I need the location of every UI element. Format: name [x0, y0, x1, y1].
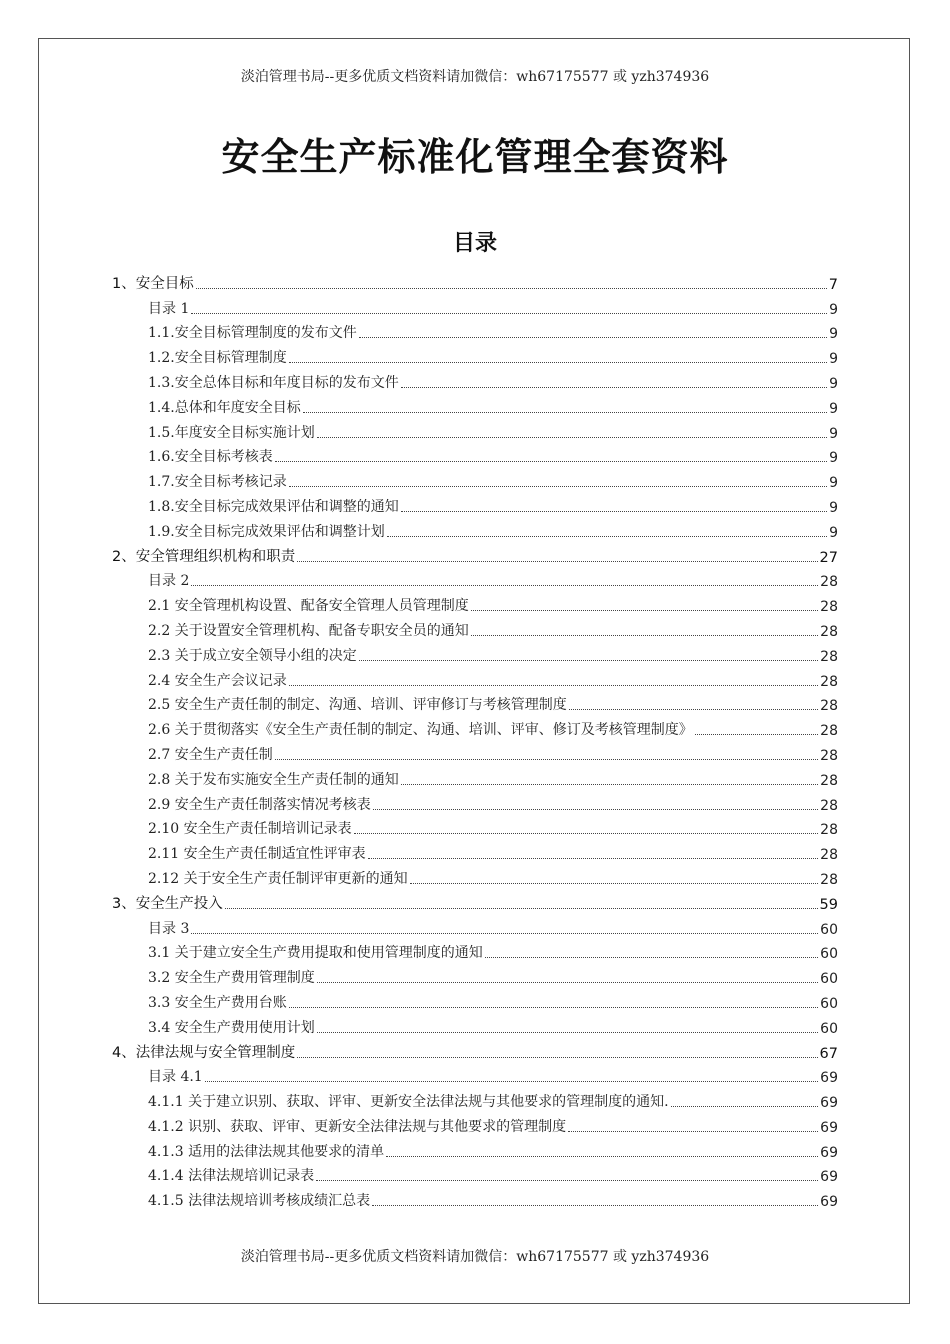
- toc-dot-leader: [191, 312, 827, 314]
- toc-page-number: 60: [820, 1020, 838, 1037]
- toc-dot-leader: [317, 1031, 818, 1033]
- toc-entry-text: 3.1 关于建立安全生产费用提取和使用管理制度的通知: [148, 945, 483, 962]
- toc-page-number: 27: [819, 549, 838, 566]
- toc-page-number: 28: [820, 623, 838, 640]
- toc-subentry[interactable]: [112, 491, 838, 516]
- toc-dot-leader: [275, 758, 818, 760]
- toc-subentry[interactable]: [112, 367, 838, 392]
- toc-page-number: 69: [820, 1095, 838, 1112]
- toc-entry-text: 1.6.安全目标考核表: [148, 449, 273, 466]
- toc-page-number: 28: [820, 673, 838, 690]
- toc-dot-leader: [317, 436, 827, 438]
- toc-page-number: 28: [820, 574, 838, 591]
- toc-subentry[interactable]: [112, 318, 838, 343]
- toc-entry-text: 1.5.年度安全目标实施计划: [148, 424, 315, 441]
- toc-subentry[interactable]: [112, 1185, 838, 1210]
- toc-page-number: 69: [820, 1144, 838, 1161]
- toc-dot-leader: [317, 981, 818, 983]
- toc-dot-leader: [191, 584, 818, 586]
- toc-page-number: 9: [829, 375, 838, 392]
- toc-subentry[interactable]: [112, 293, 838, 318]
- toc-subentry[interactable]: [112, 392, 838, 417]
- toc-dot-leader: [471, 634, 818, 636]
- toc-dot-leader: [359, 659, 818, 661]
- toc-page-number: 9: [829, 326, 838, 343]
- toc-entry-text: 3.2 安全生产费用管理制度: [148, 970, 315, 987]
- toc-page-number: 9: [829, 450, 838, 467]
- toc-subentry[interactable]: [112, 640, 838, 665]
- toc-page-number: 28: [820, 797, 838, 814]
- toc-subentry[interactable]: [112, 1136, 838, 1161]
- toc-dot-leader: [359, 336, 827, 338]
- toc-subentry[interactable]: [112, 913, 838, 938]
- toc-entry-text: 3.4 安全生产费用使用计划: [148, 1019, 315, 1036]
- toc-dot-leader: [372, 1204, 818, 1206]
- toc-entry-text: 1.8.安全目标完成效果评估和调整的通知: [148, 498, 399, 515]
- toc-dot-leader: [297, 1056, 817, 1058]
- toc-entry-text: 2.1 安全管理机构设置、配备安全管理人员管理制度: [148, 598, 469, 615]
- toc-page-number: 28: [820, 698, 838, 715]
- toc-heading: 目录: [452, 231, 497, 256]
- toc-page-number: 28: [820, 847, 838, 864]
- toc-entry-text: 1.3.安全总体目标和年度目标的发布文件: [148, 374, 399, 391]
- toc-dot-leader: [671, 1105, 819, 1107]
- toc-section-entry[interactable]: [112, 268, 838, 293]
- toc-entry-text: 2.9 安全生产责任制落实情况考核表: [148, 796, 371, 813]
- toc-subentry[interactable]: [112, 714, 838, 739]
- toc-dot-leader: [289, 361, 827, 363]
- toc-page-number: 69: [820, 1119, 838, 1136]
- toc-dot-leader: [401, 510, 827, 512]
- toc-entry-text: 1.9.安全目标完成效果评估和调整计划: [148, 523, 385, 540]
- toc-subentry[interactable]: [112, 566, 838, 591]
- toc-entry-text: 2.12 关于安全生产责任制评审更新的通知: [148, 870, 408, 887]
- toc-entry-text: 目录 1: [148, 300, 190, 317]
- toc-dot-leader: [386, 1155, 818, 1157]
- toc-page-number: 28: [820, 648, 838, 665]
- toc-entry-text: 目录 2: [148, 573, 190, 590]
- toc-subentry[interactable]: [112, 516, 838, 541]
- toc-dot-leader: [368, 857, 819, 859]
- toc-entry-text: 2.10 安全生产责任制培训记录表: [148, 821, 352, 838]
- toc-subentry[interactable]: [112, 987, 838, 1012]
- toc-entry-text: 1.1.安全目标管理制度的发布文件: [148, 325, 357, 342]
- toc-page-number: 59: [819, 896, 838, 913]
- toc-dot-leader: [373, 808, 818, 810]
- toc-page-number: 28: [820, 822, 838, 839]
- toc-subentry[interactable]: [112, 838, 838, 863]
- toc-dot-leader: [695, 733, 818, 735]
- toc-page-number: 69: [820, 1194, 838, 1211]
- toc-entry-text: 2.4 安全生产会议记录: [148, 672, 287, 689]
- toc-entry-text: 1.4.总体和年度安全目标: [148, 399, 301, 416]
- toc-page-number: 60: [820, 971, 838, 988]
- toc-dot-leader: [354, 832, 819, 834]
- toc-page-number: 9: [829, 301, 838, 318]
- toc-dot-leader: [401, 386, 827, 388]
- toc-dot-leader: [196, 287, 827, 289]
- toc-entry-text: 2.5 安全生产责任制的制定、沟通、培训、评审修订与考核管理制度: [148, 697, 567, 714]
- toc-subentry[interactable]: [112, 1161, 838, 1186]
- toc-entry-text: 2.7 安全生产责任制: [148, 746, 273, 763]
- toc-page-number: 28: [820, 747, 838, 764]
- toc-page-number: 9: [829, 351, 838, 368]
- page-header: 淡泊管理书局--更多优质文档资料请加微信：wh67175577 或 yzh374936: [240, 69, 710, 85]
- toc-entry-text: 1、安全目标: [112, 275, 194, 292]
- toc-page-number: 69: [820, 1169, 838, 1186]
- toc-entry-text: 3.3 安全生产费用台账: [148, 994, 287, 1011]
- toc-dot-leader: [316, 1179, 818, 1181]
- toc-entry-text: 4.1.1 关于建立识别、获取、评审、更新安全法律法规与其他要求的管理制度的通知.: [148, 1094, 669, 1111]
- toc-subentry[interactable]: [112, 1086, 838, 1111]
- toc-subentry[interactable]: [112, 764, 838, 789]
- toc-section-entry[interactable]: [112, 541, 838, 566]
- toc-subentry[interactable]: [112, 665, 838, 690]
- toc-dot-leader: [297, 560, 817, 562]
- toc-entry-text: 2.8 关于发布实施安全生产责任制的通知: [148, 771, 399, 788]
- toc-page-number: 28: [820, 599, 838, 616]
- toc-subentry[interactable]: [112, 417, 838, 442]
- toc-entry-text: 目录 4.1: [148, 1069, 203, 1086]
- toc-page-number: 9: [829, 475, 838, 492]
- toc-dot-leader: [205, 1080, 818, 1082]
- toc-page-number: 28: [820, 772, 838, 789]
- toc-subentry[interactable]: [112, 863, 838, 888]
- toc-section-entry[interactable]: [112, 1037, 838, 1062]
- toc-entry-text: 4、法律法规与安全管理制度: [112, 1044, 296, 1061]
- toc-page-number: 9: [829, 524, 838, 541]
- toc-entry-text: 4.1.5 法律法规培训考核成绩汇总表: [148, 1193, 371, 1210]
- toc-entry-text: 2.3 关于成立安全领导小组的决定: [148, 647, 357, 664]
- toc-page-number: 28: [820, 723, 838, 740]
- toc-dot-leader: [303, 411, 827, 413]
- toc-subentry[interactable]: [112, 615, 838, 640]
- toc-dot-leader: [471, 609, 818, 611]
- toc-page-number: 9: [829, 400, 838, 417]
- toc-subentry[interactable]: [112, 739, 838, 764]
- toc-dot-leader: [401, 783, 818, 785]
- toc-dot-leader: [289, 684, 818, 686]
- toc-subentry[interactable]: [112, 690, 838, 715]
- toc-section-entry[interactable]: [112, 888, 838, 913]
- toc-page-number: 9: [829, 499, 838, 516]
- toc-dot-leader: [225, 907, 818, 909]
- toc-subentry[interactable]: [112, 590, 838, 615]
- toc-subentry[interactable]: [112, 789, 838, 814]
- toc-dot-leader: [485, 956, 818, 958]
- toc-page-number: 60: [820, 995, 838, 1012]
- toc-subentry[interactable]: [112, 342, 838, 367]
- toc-entry-text: 2.6 关于贯彻落实《安全生产责任制的制定、沟通、培训、评审、修订及考核管理制度》: [148, 722, 693, 739]
- toc-entry-text: 4.1.4 法律法规培训记录表: [148, 1168, 315, 1185]
- toc-subentry[interactable]: [112, 938, 838, 963]
- toc-dot-leader: [275, 460, 827, 462]
- toc-dot-leader: [568, 1130, 818, 1132]
- toc-subentry[interactable]: [112, 1012, 838, 1037]
- toc-subentry[interactable]: [112, 1062, 838, 1087]
- toc-page-number: 9: [829, 425, 838, 442]
- toc-page-number: 28: [820, 871, 838, 888]
- toc-dot-leader: [387, 535, 827, 537]
- toc-dot-leader: [289, 1006, 818, 1008]
- toc-dot-leader: [191, 932, 818, 934]
- toc-entry-text: 2.11 安全生产责任制适宜性评审表: [148, 846, 366, 863]
- toc-entry-text: 2.2 关于设置安全管理机构、配备专职安全员的通知: [148, 622, 469, 639]
- document-title: 安全生产标准化管理全套资料: [221, 135, 729, 179]
- toc-subentry[interactable]: [112, 466, 838, 491]
- toc-page-number: 7: [828, 276, 838, 293]
- toc-dot-leader: [410, 882, 819, 884]
- toc-entry-text: 2、安全管理组织机构和职责: [112, 548, 296, 565]
- toc-entry-text: 1.2.安全目标管理制度: [148, 350, 287, 367]
- toc-page-number: 60: [820, 921, 838, 938]
- toc-page-number: 67: [819, 1045, 838, 1062]
- table-of-contents: [112, 268, 838, 1210]
- toc-entry-text: 目录 3: [148, 920, 190, 937]
- toc-entry-text: 4.1.2 识别、获取、评审、更新安全法律法规与其他要求的管理制度: [148, 1118, 567, 1135]
- page-footer: 淡泊管理书局--更多优质文档资料请加微信：wh67175577 或 yzh374936: [240, 1249, 710, 1265]
- toc-dot-leader: [289, 485, 827, 487]
- toc-entry-text: 4.1.3 适用的法律法规其他要求的清单: [148, 1143, 385, 1160]
- toc-subentry[interactable]: [112, 962, 838, 987]
- toc-subentry[interactable]: [112, 1111, 838, 1136]
- toc-page-number: 60: [820, 946, 838, 963]
- toc-page-number: 69: [820, 1070, 838, 1087]
- toc-entry-text: 3、安全生产投入: [112, 895, 223, 912]
- toc-subentry[interactable]: [112, 814, 838, 839]
- toc-dot-leader: [569, 708, 818, 710]
- toc-subentry[interactable]: [112, 442, 838, 467]
- toc-entry-text: 1.7.安全目标考核记录: [148, 474, 287, 491]
